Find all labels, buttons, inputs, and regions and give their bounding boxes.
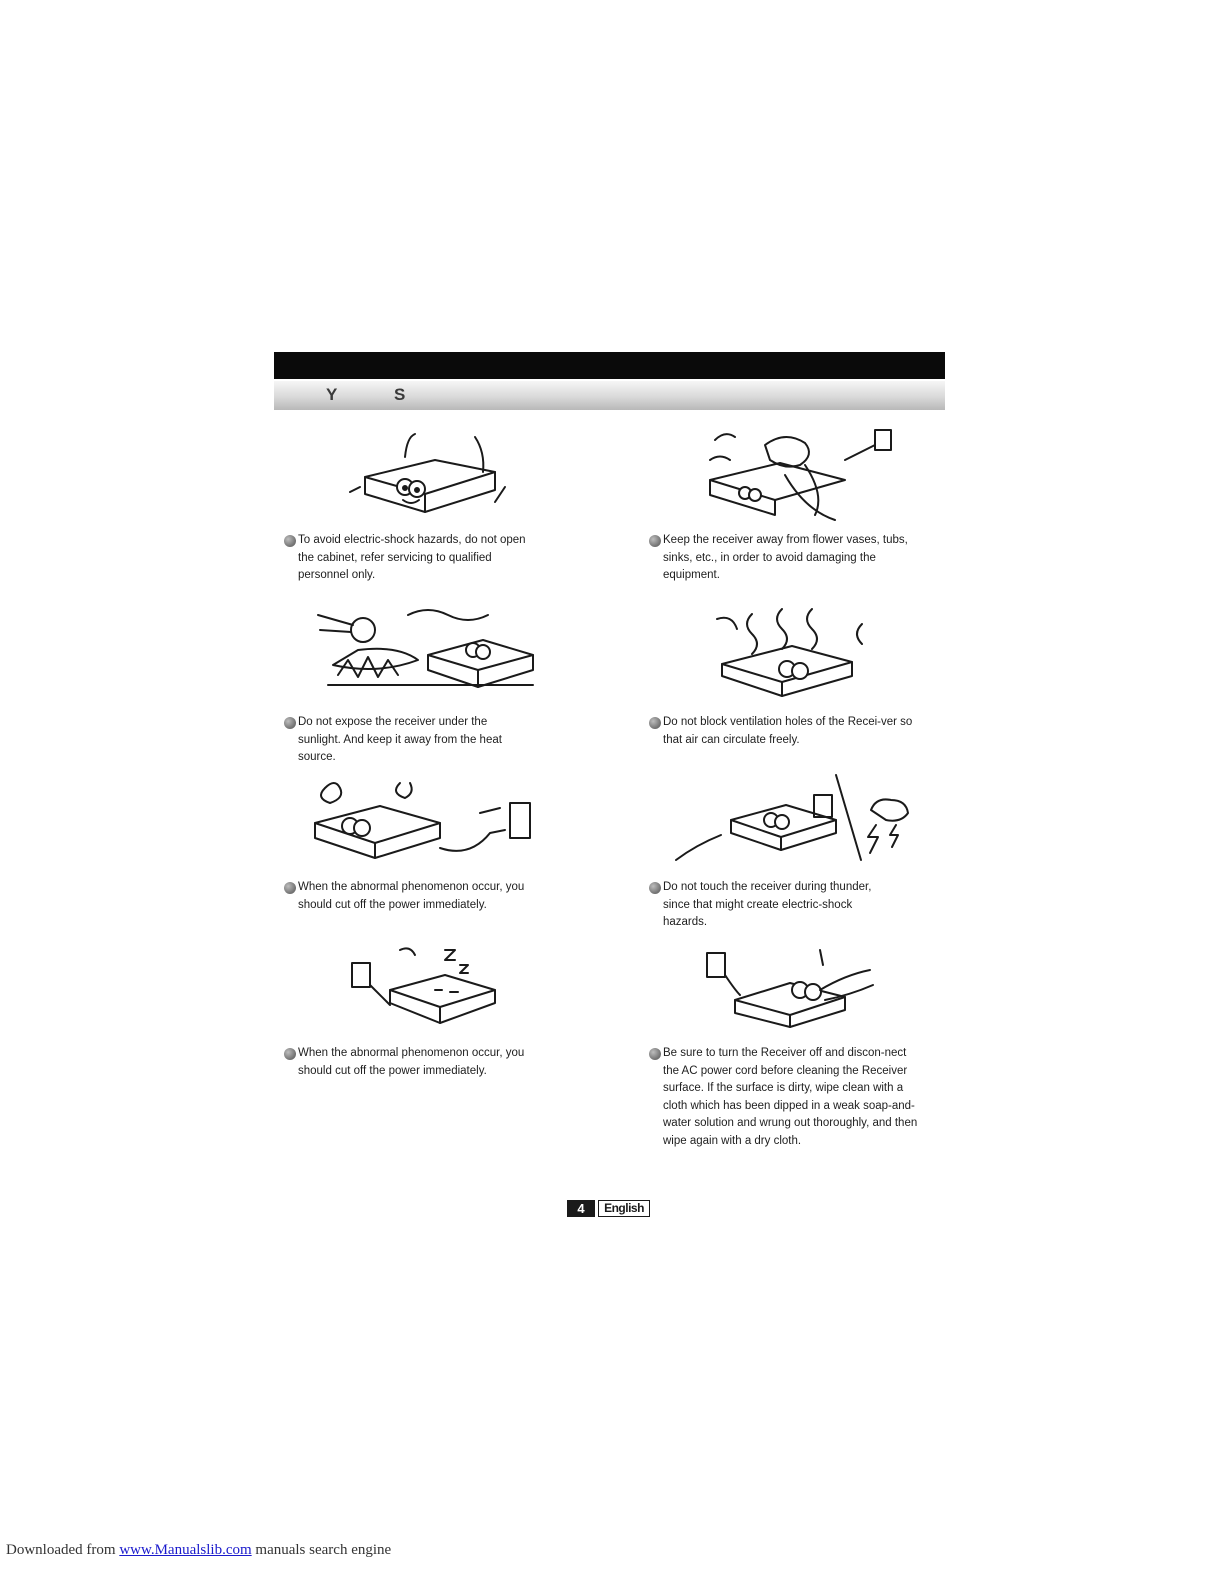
safety-item-6 <box>663 879 898 932</box>
smoking-receiver-illustration <box>310 778 535 873</box>
safety-item-2-text: Keep the receiver away from flower vases, tubs, sinks, etc., in order to avoid damaging the equipment. <box>663 534 908 581</box>
download-footer <box>6 1542 391 1559</box>
bullet-icon <box>649 1048 661 1060</box>
page-number: 4 <box>567 1200 595 1217</box>
safety-item-4-text: Do not block ventilation holes of the Recei-ver so that air can circulate freely. <box>663 716 913 746</box>
safety-item-8 <box>663 1045 918 1150</box>
bullet-icon <box>284 535 296 547</box>
safety-item-2 <box>663 532 908 585</box>
opened-receiver-illustration <box>345 432 515 522</box>
safety-item-7-text: When the abnormal phenomenon occur, you should cut off the power immediately. <box>298 1047 525 1077</box>
section-subheader-bar <box>274 381 945 410</box>
subheader-glyph-2: S <box>394 385 406 404</box>
water-spill-illustration <box>705 425 895 525</box>
section-header-bar <box>274 352 945 379</box>
sleeping-receiver-illustration <box>350 945 498 1030</box>
footer-prefix: Downloaded from <box>6 1542 120 1558</box>
safety-item-5-text: When the abnormal phenomenon occur, you should cut off the power immediately. <box>298 881 525 911</box>
safety-item-6-text: Do not touch the receiver during thunder, since that might create electric-shock hazards. <box>663 881 872 928</box>
bullet-icon <box>649 535 661 547</box>
heat-source-illustration <box>318 605 540 697</box>
safety-item-4 <box>663 714 915 749</box>
footer-suffix: manuals search engine <box>251 1542 392 1558</box>
manualslib-link[interactable]: www.Manualslib.com <box>119 1542 252 1558</box>
safety-item-1 <box>298 532 543 585</box>
safety-item-3 <box>298 714 523 767</box>
safety-item-5 <box>298 879 533 914</box>
safety-item-7 <box>298 1045 533 1080</box>
bullet-icon <box>649 882 661 894</box>
safety-item-1-text: To avoid electric-shock hazards, do not open the cabinet, refer servicing to qualified personnel only. <box>298 534 526 581</box>
language-label: English <box>598 1200 650 1217</box>
safety-item-3-text: Do not expose the receiver under the sunlight. And keep it away from the heat source. <box>298 716 502 763</box>
bullet-icon <box>284 882 296 894</box>
thunder-illustration <box>676 775 914 870</box>
bullet-icon <box>284 717 296 729</box>
bullet-icon <box>649 717 661 729</box>
ventilation-illustration <box>712 604 872 704</box>
cleaning-illustration <box>705 945 877 1030</box>
bullet-icon <box>284 1048 296 1060</box>
subheader-glyph-1: Y <box>326 385 338 404</box>
safety-item-8-text: Be sure to turn the Receiver off and discon-nect the AC power cord before cleaning the Receiver surface. If the surface is dirty, wipe clean with a cloth which has been dipped in a weak soap-and-water solution and wrung out thoroughly, and then wipe again with a dry cloth. <box>663 1047 918 1147</box>
